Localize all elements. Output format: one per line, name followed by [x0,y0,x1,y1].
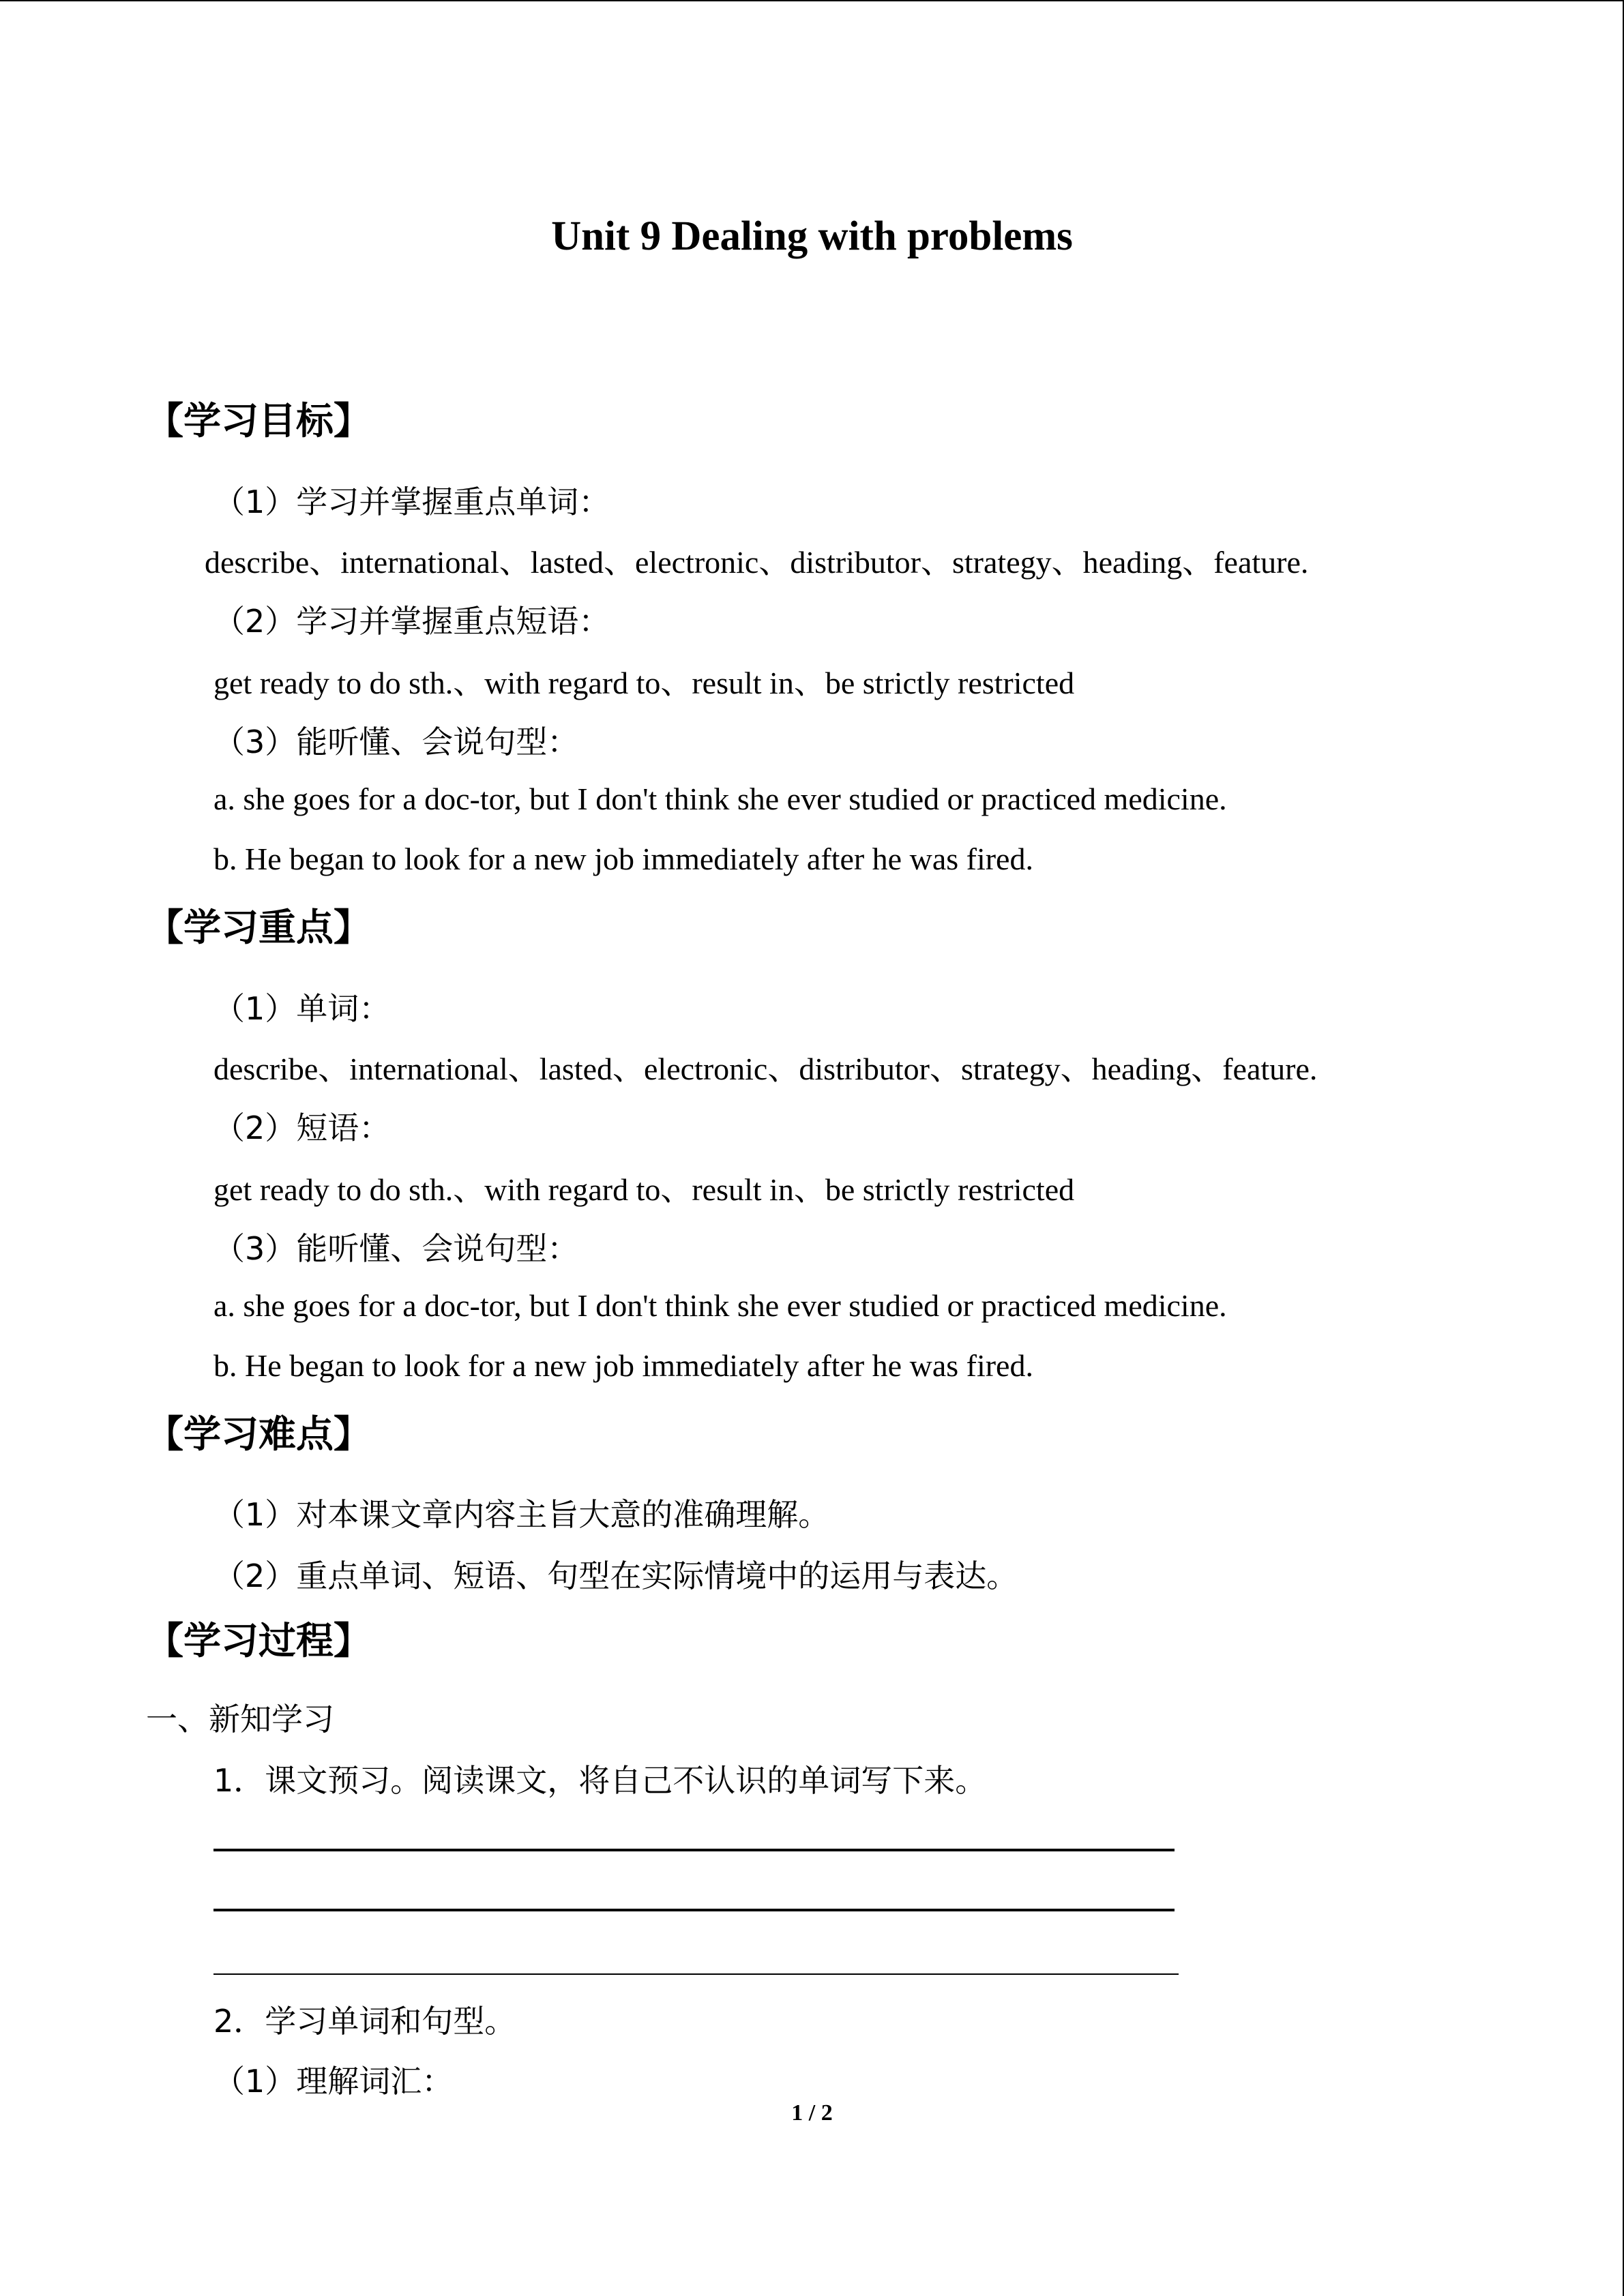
objectives-item1-words: describe、international、lasted、electronic、distributor、strategy、heading、feature. [205,545,1309,580]
key-points-sentence-b: b. He began to look for a new job immediately after he was fired. [213,1348,1033,1383]
answer-line-2[interactable] [213,1909,1175,1911]
key-points-heading: 【学习重点】 [146,906,372,949]
process-step2: 2．学习单词和句型。 [213,2003,516,2040]
document-title: Unit 9 Dealing with problems [551,213,1073,259]
objectives-item1-label: （1）学习并掌握重点单词： [213,483,610,520]
objectives-item2-phrases: get ready to do sth.、with regard to、result in、be strictly restricted [213,666,1075,700]
page-number: 1 / 2 [791,2100,833,2126]
answer-line-1[interactable] [213,1849,1175,1851]
objectives-sentence-b: b. He began to look for a new job immediately after he was fired. [213,841,1033,876]
objectives-sentence-a: a. she goes for a doc-tor, but I don't think she ever studied or practiced medicine. [213,781,1227,816]
answer-line-3[interactable] [213,1973,1179,1975]
key-points-item2-phrases: get ready to do sth.、with regard to、result in、be strictly restricted [213,1172,1075,1207]
process-step2-sub1: （1）理解词汇： [213,2063,454,2100]
difficulties-heading: 【学习难点】 [146,1412,372,1456]
key-points-item1-words: describe、international、lasted、electronic、distributor、strategy、heading、feature. [213,1052,1318,1086]
process-part1-heading: 一、新知学习 [146,1701,334,1738]
key-points-sentence-a: a. she goes for a doc-tor, but I don't think she ever studied or practiced medicine. [213,1288,1227,1323]
difficulties-item1: （1）对本课文章内容主旨大意的准确理解。 [213,1496,830,1533]
difficulties-item2: （2）重点单词、短语、句型在实际情境中的运用与表达。 [213,1557,1018,1594]
key-points-item3-label: （3）能听懂、会说句型： [213,1230,579,1267]
key-points-item2-label: （2）短语： [213,1109,391,1146]
objectives-item2-label: （2）学习并掌握重点短语： [213,603,610,640]
key-points-item1-label: （1）单词： [213,990,391,1027]
objectives-heading: 【学习目标】 [146,399,372,443]
process-heading: 【学习过程】 [146,1619,372,1663]
objectives-item3-label: （3）能听懂、会说句型： [213,724,579,760]
process-step1: 1．课文预习。阅读课文，将自己不认识的单词写下来。 [213,1762,987,1799]
